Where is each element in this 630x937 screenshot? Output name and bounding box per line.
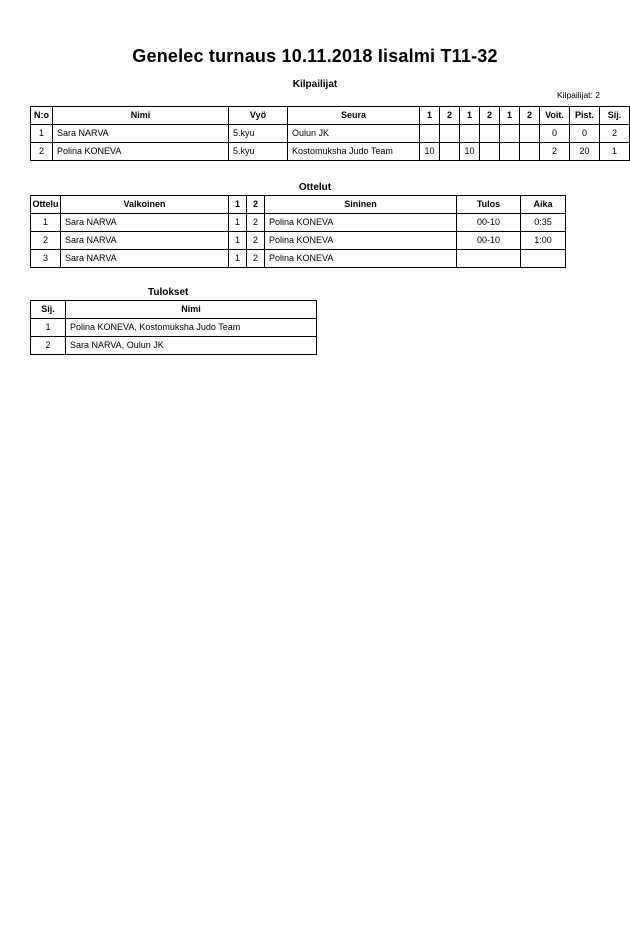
table-row [31,125,630,143]
cell-result: 00-10 [457,214,521,232]
header-result: Tulos [457,196,521,214]
cell-score-1: 1 [229,214,247,232]
table-row [31,232,566,250]
cell-result: 00-10 [457,232,521,250]
header-score-1: 1 [229,196,247,214]
cell-belt: 5.kyu [229,125,288,143]
header-match-1: 1 [420,107,440,125]
header-name: Nimi [53,107,229,125]
cell-score-1: 1 [229,250,247,268]
cell-score-6 [520,125,540,143]
cell-white: Sara NARVA [61,232,229,250]
table-row [31,250,566,268]
cell-no: 2 [31,143,53,161]
cell-score-4 [480,125,500,143]
cell-rank: 2 [600,125,630,143]
header-match-no: Ottelu [31,196,61,214]
results-table [30,300,317,355]
cell-club: Kostomuksha Judo Team [288,143,420,161]
cell-result-rank: 1 [31,319,66,337]
cell-result-rank: 2 [31,337,66,355]
header-blue: Sininen [265,196,457,214]
cell-wins: 0 [540,125,570,143]
header-score-2: 2 [247,196,265,214]
cell-score-1 [420,125,440,143]
cell-name: Sara NARVA [53,125,229,143]
cell-rank: 1 [600,143,630,161]
cell-match-no: 2 [31,232,61,250]
competitors-section-title: Kilpailijat [292,79,338,90]
header-match-6: 2 [520,107,540,125]
cell-result-name: Polina KONEVA, Kostomuksha Judo Team [66,319,317,337]
cell-score-2 [440,125,460,143]
cell-score-2: 2 [247,250,265,268]
cell-time: 0:35 [521,214,566,232]
header-no: N:o [31,107,53,125]
cell-score-4 [480,143,500,161]
cell-blue: Polina KONEVA [265,214,457,232]
header-result-name: Nimi [66,301,317,319]
cell-name: Polina KONEVA [53,143,229,161]
cell-score-2: 2 [247,232,265,250]
cell-score-2 [440,143,460,161]
cell-belt: 5.kyu [229,143,288,161]
header-belt: Vyö [229,107,288,125]
table-row [31,214,566,232]
cell-score-1: 10 [420,143,440,161]
competitors-count: Kilpailijat: 2 [557,90,600,100]
header-match-3: 1 [460,107,480,125]
table-row [31,337,317,355]
cell-time [521,250,566,268]
results-section-title: Tulokset [148,287,189,298]
header-time: Aika [521,196,566,214]
header-rank: Sij. [600,107,630,125]
cell-score-6 [520,143,540,161]
header-match-2: 2 [440,107,460,125]
matches-section-title: Ottelut [298,182,332,193]
cell-score-5 [500,125,520,143]
cell-score-3: 10 [460,143,480,161]
cell-score-3 [460,125,480,143]
cell-match-no: 3 [31,250,61,268]
cell-points: 20 [570,143,600,161]
header-match-5: 1 [500,107,520,125]
table-row [31,319,317,337]
cell-wins: 2 [540,143,570,161]
matches-header-row [31,196,566,214]
cell-result-name: Sara NARVA, Oulun JK [66,337,317,355]
results-header-row [31,301,317,319]
cell-blue: Polina KONEVA [265,232,457,250]
cell-white: Sara NARVA [61,214,229,232]
cell-blue: Polina KONEVA [265,250,457,268]
header-club: Seura [288,107,420,125]
competitors-header-row [31,107,630,125]
header-white: Valkoinen [61,196,229,214]
cell-score-2: 2 [247,214,265,232]
cell-score-1: 1 [229,232,247,250]
header-result-rank: Sij. [31,301,66,319]
cell-club: Oulun JK [288,125,420,143]
cell-result [457,250,521,268]
header-points: Pist. [570,107,600,125]
cell-time: 1:00 [521,232,566,250]
header-wins: Voit. [540,107,570,125]
competitors-count-row [0,90,630,104]
cell-points: 0 [570,125,600,143]
header-match-4: 2 [480,107,500,125]
table-row [31,143,630,161]
page-title: Genelec turnaus 10.11.2018 Iisalmi T11-32 [132,46,498,66]
competitors-table [30,106,630,161]
matches-table [30,195,566,268]
cell-white: Sara NARVA [61,250,229,268]
cell-no: 1 [31,125,53,143]
cell-match-no: 1 [31,214,61,232]
cell-score-5 [500,143,520,161]
